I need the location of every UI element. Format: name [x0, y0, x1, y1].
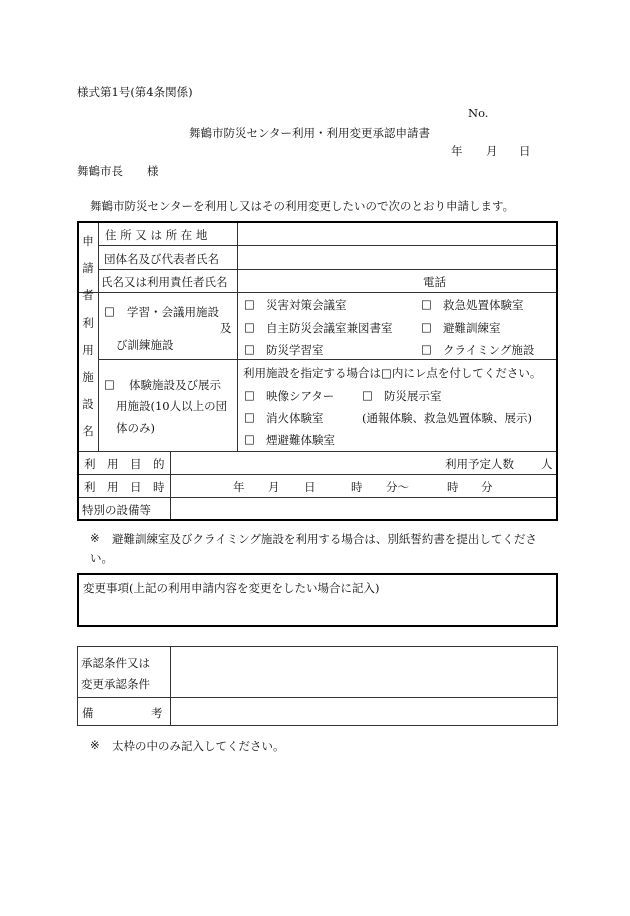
intro-text: 舞鶴市防災センターを利用し又はその利用変更したいので次のとおり申請します。 — [90, 199, 515, 213]
form-number: 様式第1号(第4条関係) — [77, 85, 193, 99]
checkbox-disaster-room[interactable]: □ — [244, 297, 255, 311]
dt-minute1: 分〜 — [386, 480, 409, 494]
purpose-label: 利 用 目 的 — [84, 457, 165, 471]
equipment-field[interactable] — [172, 499, 556, 518]
rule — [98, 269, 556, 270]
dt-minute2: 分 — [481, 480, 493, 494]
label-first-aid-room: 救急処置体験室 — [443, 298, 524, 312]
checkbox-library-room[interactable]: □ — [244, 320, 255, 334]
label-evacuation-room: 避難訓練室 — [443, 321, 501, 335]
checkbox-first-aid-room[interactable]: □ — [421, 297, 432, 311]
approval-cond-line1: 承認条件又は — [81, 656, 150, 670]
label-learning-room: 防災学習室 — [266, 343, 324, 357]
rule — [79, 497, 556, 498]
label-disaster-room: 災害対策会議室 — [266, 298, 347, 312]
group1-line2: 及 — [220, 321, 232, 335]
note1-mark: ※ — [90, 531, 100, 545]
checkbox-theater[interactable]: □ — [244, 388, 255, 402]
checkbox-smoke[interactable]: □ — [244, 432, 255, 446]
checkbox-climbing[interactable]: □ — [421, 342, 432, 356]
group2-checkbox[interactable]: □ — [104, 377, 115, 391]
rule — [79, 474, 556, 475]
note1-line1: 避難訓練室及びクライミング施設を利用する場合は、別紙誓約書を提出してくださ — [112, 532, 537, 546]
checkbox-learning-room[interactable]: □ — [244, 342, 255, 356]
purpose-field[interactable] — [172, 453, 440, 473]
name-label: 氏名又は利用責任者氏名 — [101, 275, 228, 289]
address-field[interactable] — [239, 224, 555, 244]
note2-text: 太枠の中のみ記入してください。 — [112, 739, 285, 753]
label-exhibition: 防災展示室 — [384, 389, 442, 403]
addressee: 舞鶴市長 — [77, 164, 123, 178]
group2-line1: 体験施設及び展示 — [129, 378, 221, 392]
rule — [79, 451, 556, 452]
rule — [98, 223, 99, 451]
checkbox-exhibition[interactable]: □ — [362, 388, 373, 402]
rule — [237, 223, 238, 451]
dt-hour2: 時 — [447, 480, 459, 494]
honorific: 様 — [147, 164, 159, 178]
label-extinguisher: 消火体験室 — [266, 411, 324, 425]
approval-cond-line2: 変更承認条件 — [81, 677, 150, 691]
label-smoke: 煙避難体験室 — [266, 433, 335, 447]
rule — [98, 245, 556, 246]
extinguisher-note: (通報体験、救急処置体験、展示) — [362, 411, 532, 425]
remarks-label: 備 考 — [82, 706, 163, 720]
label-library-room: 自主防災会議室兼図書室 — [266, 321, 393, 335]
date-year: 年 — [451, 144, 463, 158]
number-label: No. — [468, 106, 489, 120]
checkbox-evacuation-room[interactable]: □ — [421, 320, 432, 334]
checkbox-extinguisher[interactable]: □ — [244, 410, 255, 424]
phone-field[interactable] — [450, 271, 555, 291]
rule — [170, 451, 171, 519]
label-theater: 映像シアター — [266, 389, 335, 403]
applicant-side-label: 申 請 者 — [82, 234, 94, 302]
address-label: 住 所 又 は 所 在 地 — [105, 228, 208, 242]
phone-label: 電話 — [423, 275, 446, 289]
name-field[interactable] — [239, 271, 409, 291]
group1-line3: び訓練施設 — [116, 338, 174, 352]
form-title: 舞鶴市防災センター利用・利用変更承認申請書 — [189, 126, 431, 140]
note1-line2: い。 — [90, 551, 113, 565]
rule — [79, 292, 556, 293]
rule — [170, 646, 171, 726]
group2-line2: 用施設(10人以上の団 — [116, 399, 228, 413]
org-label: 団体名及び代表者氏名 — [104, 252, 219, 266]
people-label: 利用予定人数 — [445, 457, 514, 471]
rule — [77, 697, 558, 698]
facility-instruction: 利用施設を指定する場合は□内にレ点を付してください。 — [243, 366, 542, 380]
group2-line3: 体のみ) — [116, 421, 155, 435]
facility-side-label: 利 用 施 設 名 — [82, 316, 94, 438]
note2-mark: ※ — [90, 738, 100, 752]
group1-checkbox[interactable]: □ — [104, 304, 115, 318]
dt-day: 日 — [304, 480, 316, 494]
dt-hour1: 時 — [351, 480, 363, 494]
change-label: 変更事項(上記の利用申請内容を変更をしたい場合に記入) — [83, 581, 380, 595]
date-day: 日 — [519, 144, 531, 158]
label-climbing: クライミング施設 — [443, 343, 535, 357]
org-field[interactable] — [239, 247, 555, 268]
group1-line1: 学習・会議用施設 — [127, 305, 219, 319]
date-month: 月 — [486, 144, 498, 158]
rule — [98, 359, 556, 360]
equipment-label: 特別の設備等 — [82, 503, 151, 517]
people-unit: 人 — [541, 457, 553, 471]
dt-year: 年 — [233, 480, 245, 494]
dt-month: 月 — [268, 480, 280, 494]
datetime-label: 利 用 日 時 — [84, 480, 165, 494]
